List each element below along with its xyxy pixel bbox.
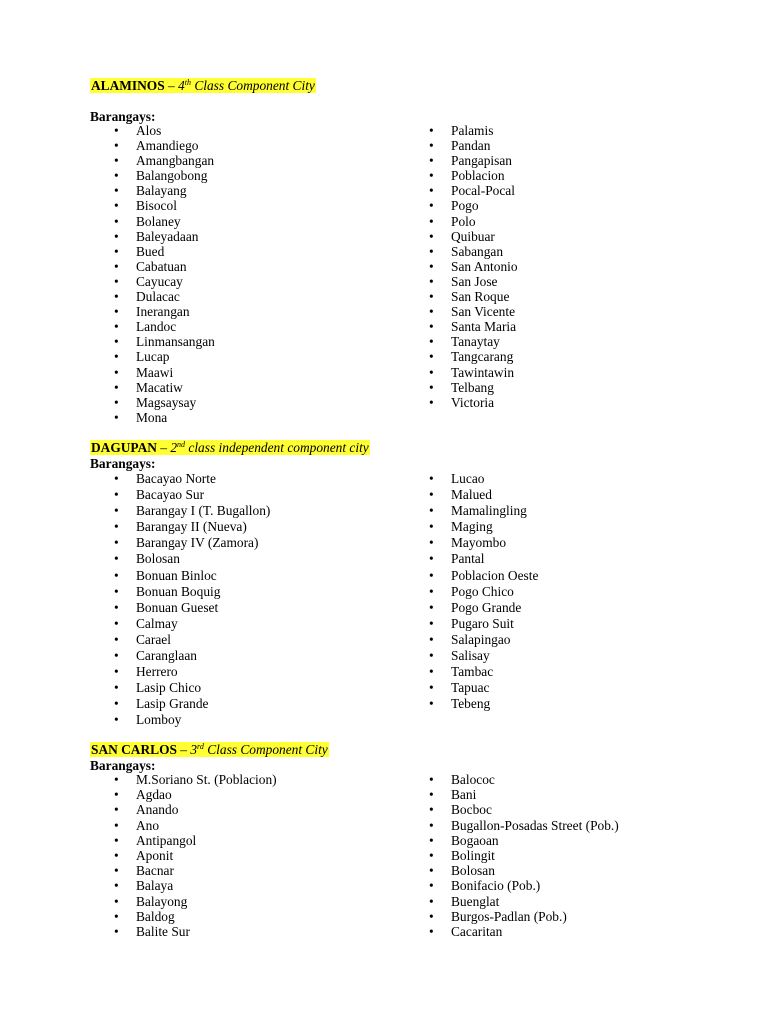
barangay-item: • Balaya bbox=[90, 878, 277, 893]
section-san-carlos bbox=[90, 741, 690, 941]
barangay-item: • Amandiego bbox=[90, 138, 215, 153]
class-text: class independent component city bbox=[185, 440, 369, 455]
barangays-label: Barangays: bbox=[90, 758, 156, 773]
barangay-item: • Antipangol bbox=[90, 833, 277, 848]
barangay-item: • Bocboc bbox=[405, 802, 619, 817]
barangay-item: • Barangay IV (Zamora) bbox=[90, 535, 270, 551]
barangay-item: • Mamalingling bbox=[405, 503, 538, 519]
barangays-label: Barangays: bbox=[90, 456, 156, 471]
barangay-item: • Inerangan bbox=[90, 304, 215, 319]
barangay-item: • Balangobong bbox=[90, 168, 215, 183]
dash: – bbox=[164, 78, 179, 93]
barangay-item: • San Jose bbox=[405, 274, 518, 289]
barangay-item: • Santa Maria bbox=[405, 319, 518, 334]
barangay-item: • Aponit bbox=[90, 848, 277, 863]
barangay-item: • Lucao bbox=[405, 471, 538, 487]
class-ordinal: 4 bbox=[178, 78, 185, 93]
ordinal-suffix: th bbox=[184, 78, 191, 87]
barangay-item: • Poblacion bbox=[405, 168, 518, 183]
barangay-item: • Buenglat bbox=[405, 894, 619, 909]
ordinal-suffix: nd bbox=[177, 440, 186, 449]
barangay-item: • Landoc bbox=[90, 319, 215, 334]
barangay-item: • Mayombo bbox=[405, 535, 538, 551]
barangay-item: • Bani bbox=[405, 787, 619, 802]
barangay-list-left bbox=[90, 471, 270, 729]
barangay-item: • Calmay bbox=[90, 616, 270, 632]
barangay-item: • Bacnar bbox=[90, 863, 277, 878]
barangay-item: • Burgos-Padlan (Pob.) bbox=[405, 909, 619, 924]
barangay-item: • Tawintawin bbox=[405, 365, 518, 380]
barangay-item: • Bogaoan bbox=[405, 833, 619, 848]
barangay-item: • Pandan bbox=[405, 138, 518, 153]
barangay-item: • Quibuar bbox=[405, 229, 518, 244]
barangay-item: • Cayucay bbox=[90, 274, 215, 289]
barangay-item: • Palamis bbox=[405, 123, 518, 138]
barangay-item: • San Antonio bbox=[405, 259, 518, 274]
barangay-list-right bbox=[405, 772, 619, 939]
barangay-item: • Victoria bbox=[405, 395, 518, 410]
barangay-item: • Carael bbox=[90, 632, 270, 648]
barangay-item: • Amangbangan bbox=[90, 153, 215, 168]
barangay-item: • Balayang bbox=[90, 183, 215, 198]
barangay-item: • Baldog bbox=[90, 909, 277, 924]
barangay-item: • Baleyadaan bbox=[90, 229, 215, 244]
barangay-list-left bbox=[90, 772, 277, 939]
barangay-item: • Ano bbox=[90, 818, 277, 833]
dash: – bbox=[156, 440, 171, 455]
barangay-item: • Bued bbox=[90, 244, 215, 259]
barangay-item: • Polo bbox=[405, 214, 518, 229]
class-ordinal: 2 bbox=[170, 440, 178, 455]
barangay-item: • Bolingit bbox=[405, 848, 619, 863]
barangay-item: • Barangay I (T. Bugallon) bbox=[90, 503, 270, 519]
barangay-item: • Pogo bbox=[405, 198, 518, 213]
barangay-item: • Tanaytay bbox=[405, 334, 518, 349]
barangay-item: • Pangapisan bbox=[405, 153, 518, 168]
barangay-item: • Balococ bbox=[405, 772, 619, 787]
barangay-list-right bbox=[405, 123, 518, 410]
barangay-item: • Balayong bbox=[90, 894, 277, 909]
barangay-item: • Tangcarang bbox=[405, 349, 518, 364]
barangay-item: • Lasip Chico bbox=[90, 680, 270, 696]
barangay-item: • Bonuan Gueset bbox=[90, 600, 270, 616]
barangay-item: • Pugaro Suit bbox=[405, 616, 538, 632]
barangay-item: • Alos bbox=[90, 123, 215, 138]
barangay-item: • Anando bbox=[90, 802, 277, 817]
barangay-item: • Balite Sur bbox=[90, 924, 277, 939]
barangay-item: • Salapingao bbox=[405, 632, 538, 648]
barangay-item: • Poblacion Oeste bbox=[405, 568, 538, 584]
barangay-item: • Agdao bbox=[90, 787, 277, 802]
class-text: Class Component City bbox=[203, 742, 328, 757]
section-heading bbox=[90, 439, 370, 456]
section-heading bbox=[90, 741, 329, 758]
barangay-item: • Bolosan bbox=[405, 863, 619, 878]
barangay-item: • Barangay II (Nueva) bbox=[90, 519, 270, 535]
barangay-item: • Pogo Chico bbox=[405, 584, 538, 600]
barangay-item: • Salisay bbox=[405, 648, 538, 664]
barangay-item: • Bolosan bbox=[90, 551, 270, 567]
barangay-item: • Tebeng bbox=[405, 696, 538, 712]
barangay-item: • Mona bbox=[90, 410, 215, 425]
barangay-item: • Macatiw bbox=[90, 380, 215, 395]
barangay-item: • Bugallon-Posadas Street (Pob.) bbox=[405, 818, 619, 833]
barangay-item: • Bonifacio (Pob.) bbox=[405, 878, 619, 893]
barangay-item: • Maging bbox=[405, 519, 538, 535]
barangay-item: • Telbang bbox=[405, 380, 518, 395]
heading-highlight bbox=[90, 78, 316, 93]
barangay-item: • Bonuan Binloc bbox=[90, 568, 270, 584]
barangays-label: Barangays: bbox=[90, 109, 156, 124]
section-heading bbox=[90, 77, 316, 94]
barangay-item: • Maawi bbox=[90, 365, 215, 380]
barangay-item: • San Roque bbox=[405, 289, 518, 304]
barangay-item: • Lasip Grande bbox=[90, 696, 270, 712]
barangay-item: • Sabangan bbox=[405, 244, 518, 259]
barangay-item: • Caranglaan bbox=[90, 648, 270, 664]
city-name: DAGUPAN bbox=[91, 440, 157, 455]
barangay-item: • Herrero bbox=[90, 664, 270, 680]
heading-highlight bbox=[90, 440, 370, 455]
barangay-item: • Malued bbox=[405, 487, 538, 503]
barangay-item: • San Vicente bbox=[405, 304, 518, 319]
barangay-item: • Bacayao Norte bbox=[90, 471, 270, 487]
barangay-item: • Bacayao Sur bbox=[90, 487, 270, 503]
city-name: ALAMINOS bbox=[91, 78, 165, 93]
barangay-item: • Tapuac bbox=[405, 680, 538, 696]
class-text: Class Component City bbox=[190, 78, 315, 93]
barangay-item: • Cacaritan bbox=[405, 924, 619, 939]
barangay-item: • Linmansangan bbox=[90, 334, 215, 349]
barangay-item: • Dulacac bbox=[90, 289, 215, 304]
barangay-list-right bbox=[405, 471, 538, 712]
barangay-item: • Pogo Grande bbox=[405, 600, 538, 616]
barangay-item: • Bolaney bbox=[90, 214, 215, 229]
barangay-item: • Cabatuan bbox=[90, 259, 215, 274]
barangay-item: • Magsaysay bbox=[90, 395, 215, 410]
barangay-item: • Pantal bbox=[405, 551, 538, 567]
barangay-item: • Bonuan Boquig bbox=[90, 584, 270, 600]
barangay-item: • Lucap bbox=[90, 349, 215, 364]
ordinal-suffix: rd bbox=[197, 742, 204, 751]
barangay-list-left bbox=[90, 123, 215, 425]
section-dagupan bbox=[90, 439, 690, 734]
dash: – bbox=[176, 742, 191, 757]
barangay-item: • Pocal-Pocal bbox=[405, 183, 518, 198]
heading-highlight bbox=[90, 742, 329, 757]
barangay-item: • Lomboy bbox=[90, 712, 270, 728]
barangay-item: • Tambac bbox=[405, 664, 538, 680]
class-ordinal: 3 bbox=[190, 742, 198, 757]
section-alaminos bbox=[90, 77, 690, 427]
barangay-item: • Bisocol bbox=[90, 198, 215, 213]
barangay-item: • M.Soriano St. (Poblacion) bbox=[90, 772, 277, 787]
city-name: SAN CARLOS bbox=[91, 742, 177, 757]
